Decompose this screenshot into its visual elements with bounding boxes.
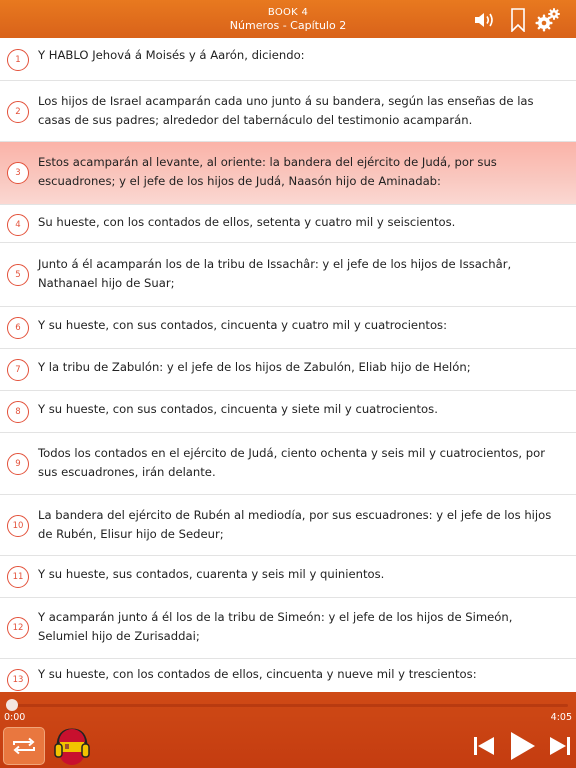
verse-row[interactable] bbox=[0, 81, 576, 142]
previous-button[interactable] bbox=[472, 730, 496, 762]
verse-list[interactable] bbox=[0, 38, 576, 692]
previous-icon bbox=[473, 736, 495, 756]
verse-number: 12 bbox=[7, 617, 29, 639]
verse-row[interactable] bbox=[0, 556, 576, 598]
header-bar bbox=[0, 0, 576, 38]
verse-number: 2 bbox=[7, 101, 29, 123]
verse-text: Los hijos de Israel acamparán cada uno junto á su bandera, según las enseñas de las casas de sus padres; alrededor del tabernáculo del testimonio acamparán. bbox=[38, 94, 534, 127]
verse-row[interactable] bbox=[0, 38, 576, 81]
settings-gears-icon[interactable] bbox=[535, 7, 561, 33]
verse-text: Y su hueste, con sus contados, cincuenta y siete mil y cuatrocientos. bbox=[38, 402, 438, 416]
verse-text: Y HABLO Jehová á Moisés y á Aarón, diciendo: bbox=[38, 48, 305, 62]
book-title: BOOK 4 bbox=[267, 7, 309, 18]
verse-row[interactable] bbox=[0, 391, 576, 433]
verse-text: Estos acamparán al levante, al oriente: la bandera del ejército de Judá, por sus escuadrones; y el jefe de los hijos de Judá, Naasón hijo de Aminadab: bbox=[38, 155, 497, 188]
verse-number: 8 bbox=[7, 401, 29, 423]
verse-row[interactable] bbox=[0, 659, 576, 692]
progress-track[interactable] bbox=[10, 704, 568, 707]
chapter-title: Números - Capítulo 2 bbox=[229, 19, 347, 32]
spanish-flag-headphones-icon bbox=[52, 725, 92, 765]
play-icon bbox=[508, 731, 536, 761]
verse-row[interactable] bbox=[0, 349, 576, 391]
language-audio-button[interactable] bbox=[52, 725, 92, 765]
verse-row[interactable] bbox=[0, 307, 576, 349]
verse-number: 4 bbox=[7, 214, 29, 236]
progress-knob[interactable] bbox=[6, 699, 18, 711]
repeat-icon bbox=[11, 736, 37, 756]
verse-text: Y su hueste, sus contados, cuarenta y seis mil y quinientos. bbox=[38, 567, 385, 581]
next-button[interactable] bbox=[548, 730, 572, 762]
verse-number: 11 bbox=[7, 566, 29, 588]
verse-text: Todos los contados en el ejército de Judá, ciento ochenta y seis mil y cuatrocientos, por sus escuadrones, irán delante. bbox=[38, 446, 545, 479]
verse-text: Junto á él acamparán los de la tribu de Issachâr: y el jefe de los hijos de Issachâr, Nathanael hijo de Suar; bbox=[38, 257, 512, 290]
bookmark-icon[interactable] bbox=[505, 7, 531, 33]
repeat-button[interactable] bbox=[3, 727, 45, 765]
verse-number: 1 bbox=[7, 49, 29, 71]
verse-number: 5 bbox=[7, 264, 29, 286]
verse-number: 3 bbox=[7, 162, 29, 184]
verse-text: Y acamparán junto á él los de la tribu de Simeón: y el jefe de los hijos de Simeón, Selumiel hijo de Zurisaddai; bbox=[38, 610, 513, 643]
verse-row[interactable] bbox=[0, 495, 576, 556]
verse-number: 6 bbox=[7, 317, 29, 339]
verse-row-active[interactable] bbox=[0, 142, 576, 205]
verse-number: 9 bbox=[7, 453, 29, 475]
speaker-icon[interactable] bbox=[472, 7, 498, 33]
verse-text: Y la tribu de Zabulón: y el jefe de los hijos de Zabulón, Eliab hijo de Helón; bbox=[38, 360, 471, 374]
verse-row[interactable] bbox=[0, 243, 576, 307]
play-button[interactable] bbox=[506, 730, 538, 762]
next-icon bbox=[549, 736, 571, 756]
verse-text: La bandera del ejército de Rubén al mediodía, por sus escuadrones: y el jefe de los hijos de Rubén, Elisur hijo de Sedeur; bbox=[38, 508, 552, 541]
verse-text: Y su hueste, con sus contados, cincuenta y cuatro mil y cuatrocientos: bbox=[38, 318, 448, 332]
verse-number: 7 bbox=[7, 359, 29, 381]
verse-row[interactable] bbox=[0, 205, 576, 243]
verse-number: 10 bbox=[7, 515, 29, 537]
verse-number: 13 bbox=[7, 669, 29, 691]
verse-row[interactable] bbox=[0, 598, 576, 659]
verse-text: Y su hueste, con los contados de ellos, cincuenta y nueve mil y trescientos: bbox=[38, 667, 477, 681]
audio-player bbox=[0, 692, 576, 768]
verse-row[interactable] bbox=[0, 433, 576, 495]
total-time: 4:05 bbox=[550, 712, 572, 723]
verse-text: Su hueste, con los contados de ellos, setenta y cuatro mil y seiscientos. bbox=[38, 215, 456, 229]
current-time: 0:00 bbox=[4, 712, 26, 723]
